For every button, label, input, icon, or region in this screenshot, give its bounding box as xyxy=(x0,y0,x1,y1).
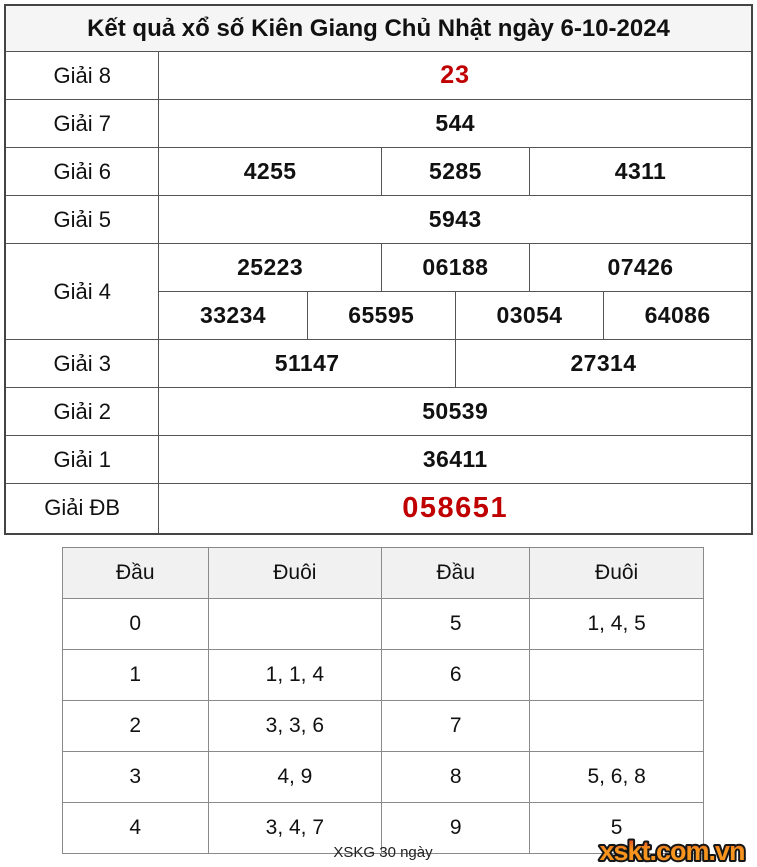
prize4-number-4: 33234 xyxy=(159,292,307,340)
duoi-cell: 1, 1, 4 xyxy=(208,650,382,701)
prize5-label: Giải 5 xyxy=(5,196,159,244)
dau-cell: 7 xyxy=(382,701,530,752)
prize7-number: 544 xyxy=(159,100,752,148)
head-tail-table xyxy=(62,547,704,854)
site-logo[interactable] xyxy=(588,835,756,866)
dau-cell: 1 xyxy=(63,650,209,701)
prize7-label: Giải 7 xyxy=(5,100,159,148)
prize4-number-5: 65595 xyxy=(307,292,455,340)
duoi-cell xyxy=(530,701,704,752)
prize1-number: 36411 xyxy=(159,436,752,484)
header-dau-right: Đầu xyxy=(382,548,530,599)
duoi-cell: 1, 4, 5 xyxy=(530,599,704,650)
dau-cell: 6 xyxy=(382,650,530,701)
prizedb-label: Giải ĐB xyxy=(5,484,159,534)
site-logo-text: xskt.com.vn xyxy=(599,836,745,866)
header-dau-left: Đầu xyxy=(63,548,209,599)
dau-cell: 8 xyxy=(382,752,530,803)
head-tail-row xyxy=(63,701,704,752)
duoi-cell: 4, 9 xyxy=(208,752,382,803)
head-tail-row xyxy=(63,599,704,650)
head-tail-row xyxy=(63,650,704,701)
header-duoi-left: Đuôi xyxy=(208,548,382,599)
prize4-number-6: 03054 xyxy=(455,292,603,340)
duoi-cell: 5, 6, 8 xyxy=(530,752,704,803)
prize6-number-2: 5285 xyxy=(381,148,529,196)
prize8-label: Giải 8 xyxy=(5,52,159,100)
prize6-number-3: 4311 xyxy=(530,148,752,196)
prize2-number: 50539 xyxy=(159,388,752,436)
duoi-cell xyxy=(208,599,382,650)
page-title: Kết quả xổ số Kiên Giang Chủ Nhật ngày 6-10-2024 xyxy=(5,5,752,52)
dau-cell: 2 xyxy=(63,701,209,752)
prize2-label: Giải 2 xyxy=(5,388,159,436)
dau-cell: 3 xyxy=(63,752,209,803)
duoi-cell: 5 xyxy=(530,803,704,854)
prize4-number-1: 25223 xyxy=(159,244,381,292)
prize4-label: Giải 4 xyxy=(5,244,159,340)
prize6-number-1: 4255 xyxy=(159,148,381,196)
prize1-label: Giải 1 xyxy=(5,436,159,484)
prize3-number-1: 51147 xyxy=(159,340,456,388)
results-table xyxy=(4,4,753,535)
dau-cell: 5 xyxy=(382,599,530,650)
header-duoi-right: Đuôi xyxy=(530,548,704,599)
prize5-number: 5943 xyxy=(159,196,752,244)
prize3-number-2: 27314 xyxy=(455,340,752,388)
duoi-cell: 3, 3, 6 xyxy=(208,701,382,752)
dau-cell: 0 xyxy=(63,599,209,650)
prize6-label: Giải 6 xyxy=(5,148,159,196)
prize4-number-2: 06188 xyxy=(381,244,529,292)
head-tail-header-row xyxy=(63,548,704,599)
prize4-number-7: 64086 xyxy=(604,292,752,340)
prizedb-number: 058651 xyxy=(159,484,752,534)
dau-cell: 9 xyxy=(382,803,530,854)
prize3-label: Giải 3 xyxy=(5,340,159,388)
prize8-number: 23 xyxy=(159,52,752,100)
duoi-cell: 3, 4, 7 xyxy=(208,803,382,854)
head-tail-row xyxy=(63,752,704,803)
prize4-number-3: 07426 xyxy=(530,244,752,292)
history-link[interactable]: XSKG 30 ngày xyxy=(333,844,433,861)
duoi-cell xyxy=(530,650,704,701)
dau-cell: 4 xyxy=(63,803,209,854)
